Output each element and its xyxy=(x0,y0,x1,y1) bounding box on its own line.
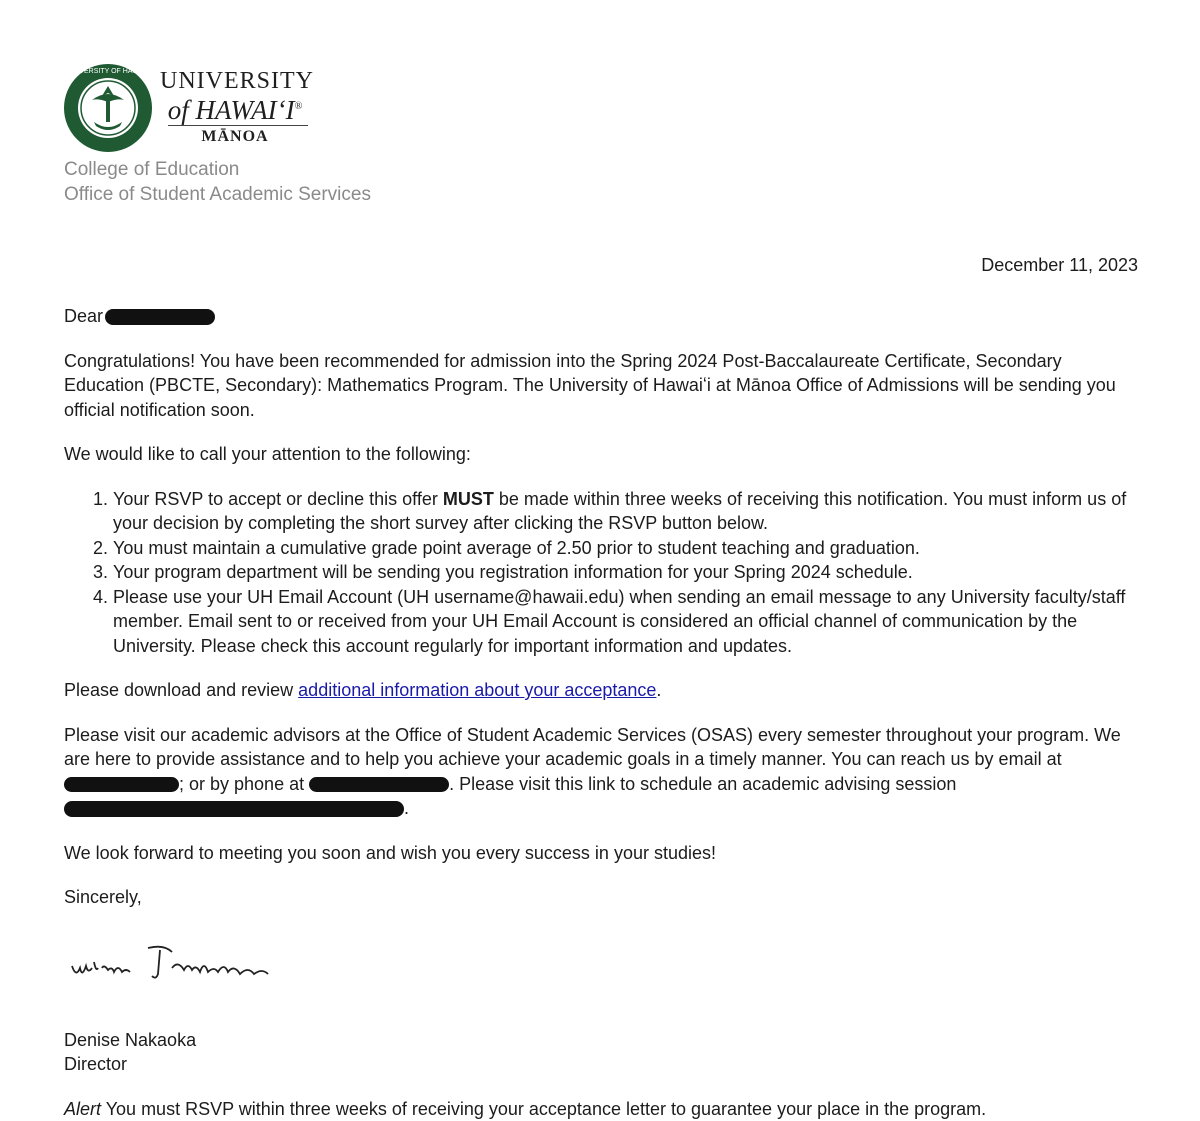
congrats-paragraph: Congratulations! You have been recommended for admission into the Spring 2024 Post-Baccalaureate Certificate, Secondary Education (PBCTE, Secondary): Mathematics Program. The University of Hawaiʻi at Mānoa Office of Admissions will be sending you official notification soon. xyxy=(64,349,1144,423)
list-item: 2. You must maintain a cumulative grade point average of 2.50 prior to student teaching and graduation. xyxy=(113,536,1144,561)
greeting xyxy=(64,304,1144,329)
redacted-advising-link xyxy=(64,801,404,817)
university-wordmark xyxy=(160,68,310,146)
advising-text: . xyxy=(404,798,409,818)
advising-text: . Please visit this link to schedule an academic advising session xyxy=(449,774,956,794)
greeting-text: Dear xyxy=(64,306,103,326)
signer-name: Denise Nakaoka xyxy=(64,1028,1144,1053)
acceptance-info-link[interactable]: additional information about your acceptance xyxy=(298,680,656,700)
university-seal-logo xyxy=(62,62,154,154)
alert-notice xyxy=(64,1097,1144,1121)
letter-body xyxy=(64,304,1144,1121)
advising-text: Please visit our academic advisors at the Office of Student Academic Services (OSAS) every semester throughout your program. We are here to provide assistance and to help you achieve your academic goals in a timely manner. You can reach us by email at xyxy=(64,725,1121,770)
closing-paragraph: We look forward to meeting you soon and wish you every success in your studies! xyxy=(64,841,1144,866)
redacted-phone xyxy=(309,777,449,792)
signature xyxy=(68,938,1144,1008)
attention-paragraph: We would like to call your attention to the following: xyxy=(64,442,1144,467)
redacted-email xyxy=(64,777,179,792)
redacted-name xyxy=(105,309,215,325)
sincerely: Sincerely, xyxy=(64,885,1144,910)
signer-title: Director xyxy=(64,1052,1144,1077)
list-item: 3. Your program department will be sending you registration information for your Spring 2024 schedule. xyxy=(113,560,1144,585)
logo-hawaii-text: of HAWAIʻI xyxy=(168,95,295,125)
list-item-text: Your RSVP to accept or decline this offer xyxy=(113,489,443,509)
logo-divider xyxy=(168,125,308,126)
list-item: 4. Please use your UH Email Account (UH username@hawaii.edu) when sending an email message to any University faculty/staff member. Email sent to or received from your UH Email Account is considered an official channel of communication by the University. Please check this account regularly for important information and updates. xyxy=(113,585,1144,659)
download-text: Please download and review xyxy=(64,680,293,700)
download-paragraph xyxy=(64,678,1144,703)
office-name: Office of Student Academic Services xyxy=(64,182,371,207)
seal-text: UNIVERSITY OF HAWAIʻI xyxy=(67,67,148,75)
list-item xyxy=(113,487,1144,536)
download-suffix: . xyxy=(656,680,661,700)
office-heading xyxy=(64,157,371,207)
logo-line-manoa: MĀNOA xyxy=(160,128,310,146)
advising-paragraph xyxy=(64,723,1144,821)
alert-text: You must RSVP within three weeks of receiving your acceptance letter to guarantee your place in the program. xyxy=(101,1099,986,1119)
registered-mark: ® xyxy=(295,101,303,112)
logo-line-hawaii xyxy=(160,94,310,123)
list-item-emphasis: MUST xyxy=(443,489,494,509)
college-name: College of Education xyxy=(64,157,371,182)
alert-label: Alert xyxy=(64,1099,101,1119)
list-item-text: be made within three weeks of receiving this notification. You must inform us of your decision by completing the short survey after clicking the RSVP button below. xyxy=(113,489,1126,534)
requirements-list xyxy=(64,487,1144,659)
handwritten-signature xyxy=(68,938,308,998)
logo-line-university: UNIVERSITY xyxy=(160,68,310,94)
signer-block xyxy=(64,1028,1144,1077)
advising-text: ; or by phone at xyxy=(179,774,304,794)
letter-date: December 11, 2023 xyxy=(981,255,1138,276)
